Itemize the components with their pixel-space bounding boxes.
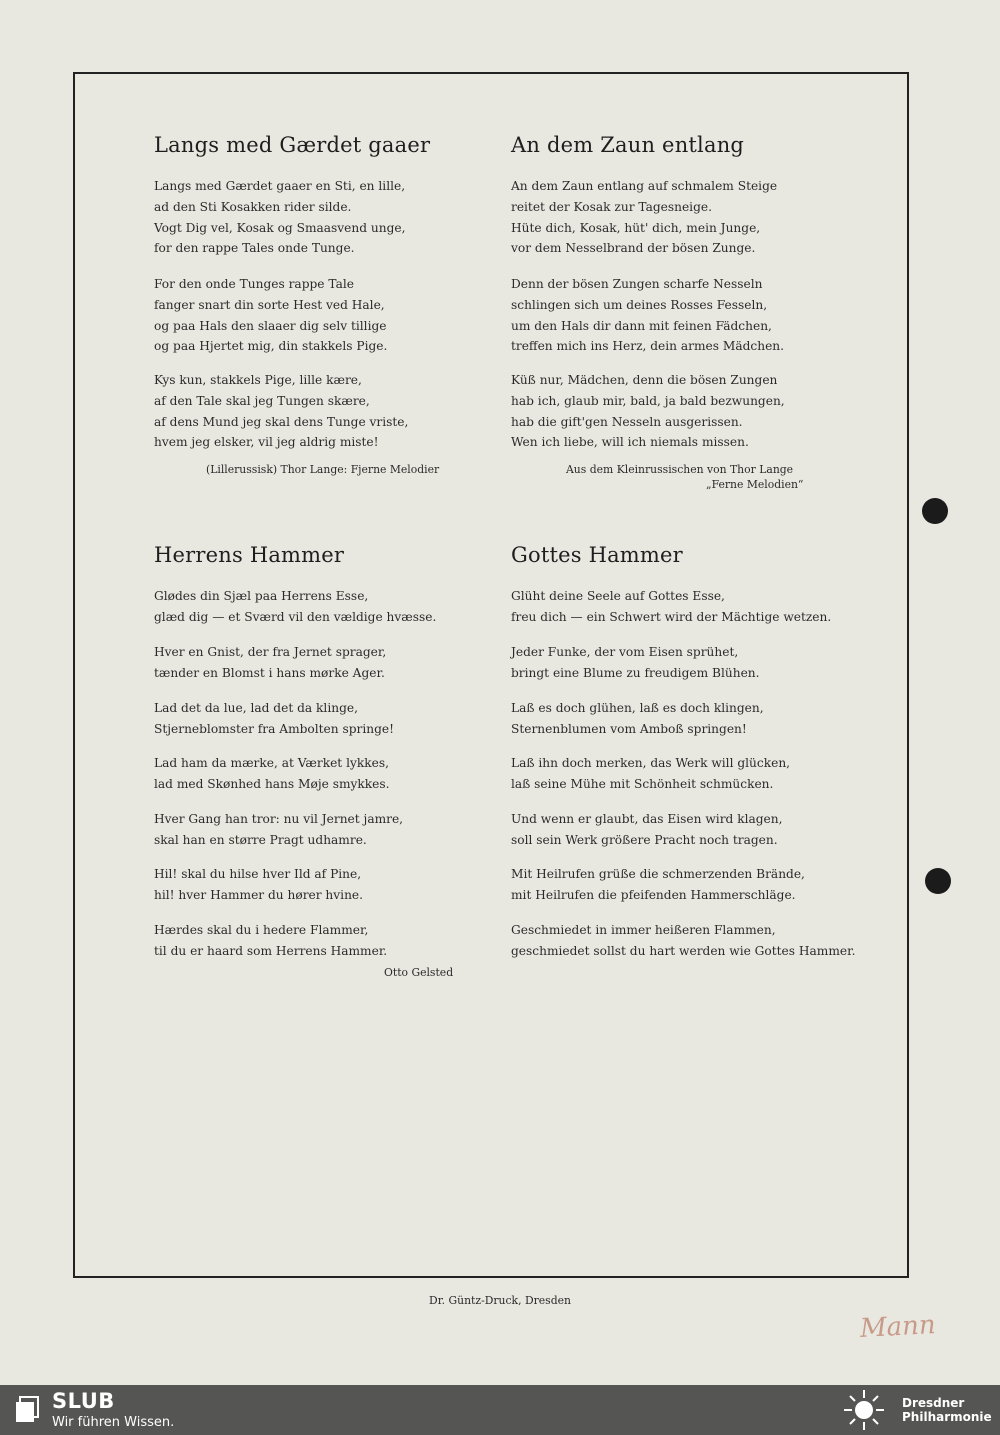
stanza: [511, 920, 871, 962]
verse-line: Laß ihn doch merken, das Werk will glücken,: [511, 756, 791, 770]
verse-line: hil! hver Hammer du hører hvine.: [154, 887, 364, 902]
verse-line: Glüht deine Seele auf Gottes Esse,: [511, 589, 725, 603]
credit-kleinrussisch: Aus dem Kleinrussischen von Thor Lange: [566, 463, 794, 476]
verse-line: Geschmiedet in immer heißeren Flammen,: [511, 923, 776, 937]
verse-line: Hver en Gnist, der fra Jernet sprager,: [154, 645, 387, 659]
verse-line: schlingen sich um deines Rosses Fesseln,: [511, 297, 768, 312]
slub-name: SLUB: [52, 1389, 115, 1413]
credit-otto-gelsted: Otto Gelsted: [384, 966, 454, 979]
stanza: [511, 809, 871, 851]
title-gottes-hammer: Gottes Hammer: [511, 543, 683, 567]
footer-bar: [0, 1385, 1000, 1435]
printer-imprint: Dr. Güntz-Druck, Dresden: [429, 1294, 571, 1307]
verse-line: Küß nur, Mädchen, denn die bösen Zungen: [511, 373, 778, 387]
title-langs-med-gaerdet: Langs med Gærdet gaaer: [154, 133, 431, 157]
verse-line: Lad ham da mærke, at Værket lykkes,: [154, 756, 389, 770]
verse-line: til du er haard som Herrens Hammer.: [154, 943, 388, 958]
title-herrens-hammer: Herrens Hammer: [154, 543, 345, 567]
verse-line: Hver Gang han tror: nu vil Jernet jamre,: [154, 812, 404, 826]
credit-ferne-melodien: „Ferne Melodien“: [706, 478, 804, 491]
verse-line: af dens Mund jeg skal dens Tunge vriste,: [154, 414, 409, 429]
stanza: [511, 586, 871, 628]
verse-line: tænder en Blomst i hans mørke Ager.: [154, 665, 385, 680]
handwritten-signature: Mann: [859, 1310, 937, 1344]
verse-line: Wen ich liebe, will ich niemals missen.: [511, 435, 749, 450]
verse-line: glæd dig — et Sværd vil den vældige hvæsse.: [154, 609, 437, 624]
stanza: [511, 370, 871, 453]
philharmonie-logo-icon: [842, 1388, 886, 1432]
stanza: [154, 753, 484, 795]
verse-line: Kys kun, stakkels Pige, lille kære,: [154, 373, 362, 387]
verse-line: Vogt Dig vel, Kosak og Smaasvend unge,: [154, 220, 406, 235]
philharmonie-line1: Dresdner: [902, 1396, 965, 1410]
verse-line: Hærdes skal du i hedere Flammer,: [154, 923, 369, 937]
verse-line: for den rappe Tales onde Tunge.: [154, 241, 355, 256]
verse-line: Jeder Funke, der vom Eisen sprühet,: [511, 645, 739, 659]
stanza: [154, 274, 484, 357]
credit-lillerussisk: (Lillerussisk) Thor Lange: Fjerne Melodier: [206, 463, 440, 476]
verse-line: Langs med Gærdet gaaer en Sti, en lille,: [154, 179, 406, 193]
stanza: [154, 698, 484, 740]
verse-line: mit Heilrufen die pfeifenden Hammerschläge.: [511, 887, 796, 902]
verse-line: vor dem Nesselbrand der bösen Zunge.: [511, 241, 756, 256]
philharmonie-line2: Philharmonie: [902, 1410, 992, 1424]
verse-line: skal han en større Pragt udhamre.: [154, 832, 367, 847]
verse-line: hvem jeg elsker, vil jeg aldrig miste!: [154, 435, 379, 450]
verse-line: Laß es doch glühen, laß es doch klingen,: [511, 701, 764, 715]
verse-line: og paa Hals den slaaer dig selv tillige: [154, 318, 387, 333]
verse-line: lad med Skønhed hans Møje smykkes.: [154, 776, 390, 791]
verse-line: fanger snart din sorte Hest ved Hale,: [154, 297, 385, 312]
verse-line: Hil! skal du hilse hver Ild af Pine,: [154, 867, 362, 881]
verse-line: Hüte dich, Kosak, hüt' dich, mein Junge,: [511, 220, 761, 235]
verse-line: Lad det da lue, lad det da klinge,: [154, 701, 358, 715]
verse-line: og paa Hjertet mig, din stakkels Pige.: [154, 339, 388, 354]
stanza: [511, 864, 871, 906]
slub-tagline: Wir führen Wissen.: [52, 1415, 175, 1430]
verse-line: Und wenn er glaubt, das Eisen wird klagen,: [511, 812, 783, 826]
stanza: [511, 698, 871, 740]
verse-line: laß seine Mühe mit Schönheit schmücken.: [511, 776, 774, 791]
verse-line: freu dich — ein Schwert wird der Mächtige wetzen.: [511, 609, 832, 624]
slub-logo-icon: [14, 1394, 40, 1424]
stanza: [154, 586, 484, 628]
verse-line: Denn der bösen Zungen scharfe Nesseln: [511, 277, 763, 291]
verse-line: Sternenblumen vom Amboß springen!: [511, 721, 747, 736]
verse-line: Stjerneblomster fra Ambolten springe!: [154, 721, 395, 736]
stanza: [154, 864, 484, 906]
stanza: [154, 370, 484, 453]
verse-line: For den onde Tunges rappe Tale: [154, 277, 354, 291]
verse-line: soll sein Werk größere Pracht noch tragen.: [511, 832, 778, 847]
verse-line: Mit Heilrufen grüße die schmerzenden Brände,: [511, 867, 805, 881]
verse-line: geschmiedet sollst du hart werden wie Gottes Hammer.: [511, 943, 856, 958]
stanza: [511, 753, 871, 795]
stanza: [511, 274, 871, 357]
verse-line: treffen mich ins Herz, dein armes Mädchen.: [511, 339, 785, 354]
verse-line: bringt eine Blume zu freudigem Blühen.: [511, 665, 760, 680]
verse-line: hab ich, glaub mir, bald, ja bald bezwungen,: [511, 393, 785, 408]
verse-line: reitet der Kosak zur Tagesneige.: [511, 199, 712, 214]
verse-line: um den Hals dir dann mit feinen Fädchen,: [511, 318, 772, 333]
verse-line: Glødes din Sjæl paa Herrens Esse,: [154, 589, 369, 603]
punch-hole: [922, 498, 948, 524]
verse-line: af den Tale skal jeg Tungen skære,: [154, 393, 370, 408]
stanza: [154, 809, 484, 851]
stanza: [154, 920, 484, 962]
verse-line: hab die gift'gen Nesseln ausgerissen.: [511, 414, 743, 429]
stanza: [154, 642, 484, 684]
philharmonie-name: [902, 1396, 992, 1424]
verse-line: ad den Sti Kosakken rider silde.: [154, 199, 352, 214]
stanza: [511, 176, 871, 259]
title-an-dem-zaun: An dem Zaun entlang: [511, 133, 745, 157]
stanza: [511, 642, 871, 684]
punch-hole: [925, 868, 951, 894]
stanza: [154, 176, 484, 259]
verse-line: An dem Zaun entlang auf schmalem Steige: [511, 179, 778, 193]
